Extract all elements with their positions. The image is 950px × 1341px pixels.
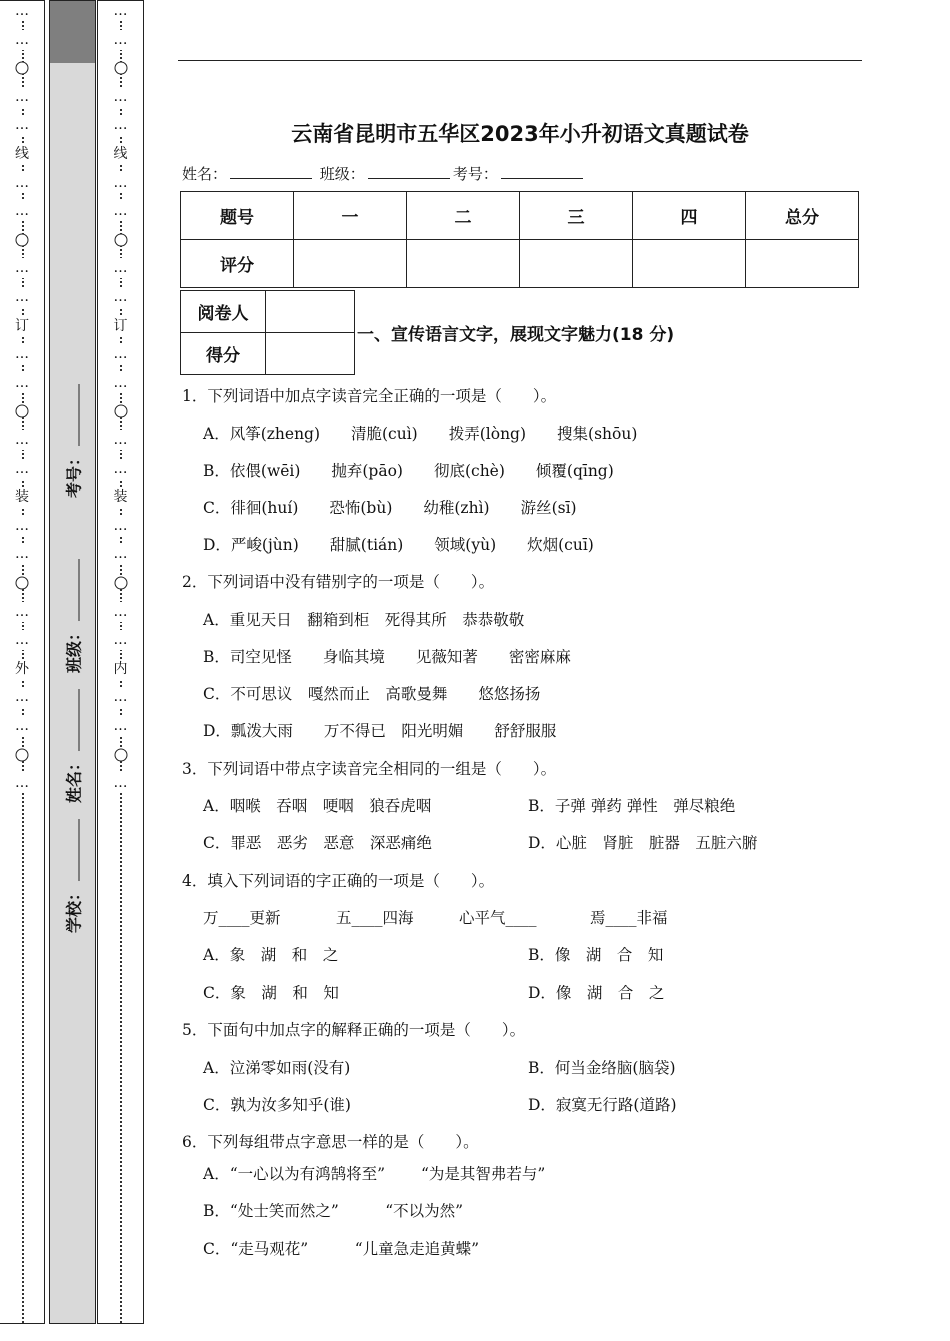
option-text: A．象 湖 和 之	[203, 946, 339, 964]
dotted-mark: …	[113, 3, 128, 19]
dotted-mark: …	[15, 203, 29, 220]
reviewer-table	[180, 290, 355, 375]
question-stem: 6．下列每组带点字意思一样的是（ ）。	[182, 1133, 479, 1151]
score-table-header-row	[181, 192, 859, 240]
dotted-mark: …	[113, 775, 128, 792]
dotted-mark: …	[113, 374, 128, 391]
option-text: C．孰为汝多知乎(谁)	[203, 1096, 351, 1114]
binding-char-mark: 外	[15, 660, 29, 677]
binding-char-mark: 订	[113, 317, 128, 334]
score-table-value-row	[181, 240, 859, 288]
binding-char-mark: 订	[15, 317, 29, 334]
dotted-mark: …	[113, 203, 128, 220]
exam-number-field[interactable]: 考号：	[61, 384, 84, 498]
binding-hole-mark	[114, 233, 127, 246]
dotted-mark: …	[15, 460, 29, 477]
binding-hole-mark	[16, 405, 29, 418]
option-text: C．象 湖 和 知	[203, 984, 339, 1002]
dotted-mark: …	[15, 174, 29, 191]
dotted-mark: …	[113, 117, 128, 134]
dotted-mark: …	[113, 632, 128, 649]
dotted-mark: …	[15, 3, 29, 19]
dotted-mark: …	[113, 718, 128, 734]
score-header-cell: 总分	[746, 192, 859, 240]
question-stem: 3．下列词语中带点字读音完全相同的一组是（ ）。	[182, 760, 557, 778]
dotted-mark: …	[15, 718, 29, 734]
outer-binding-strip	[0, 0, 45, 1324]
binding-char-mark: 线	[113, 146, 128, 162]
dotted-mark: …	[15, 546, 29, 563]
option-text: A．风筝(zheng) 清脆(cuì) 拨弄(lòng) 搜集(shōu)	[203, 425, 638, 443]
score-header-cell: 一	[294, 192, 407, 240]
name-field[interactable]: 姓名：	[61, 689, 84, 803]
option-text: A．“一心以为有鸿鹄将至” “为是其智弗若与”	[203, 1165, 546, 1183]
binding-hole-mark	[16, 62, 29, 75]
score-header-cell: 四	[633, 192, 746, 240]
inner-binding-strip	[97, 0, 144, 1324]
binding-char-mark: 内	[113, 660, 128, 677]
option-text: A．泣涕零如雨(没有)	[203, 1059, 351, 1077]
binding-hole-mark	[16, 748, 29, 761]
score-cell[interactable]	[407, 240, 520, 288]
binding-hole-mark	[114, 62, 127, 75]
reviewer-label: 阅卷人	[181, 291, 266, 333]
binding-hole-mark	[16, 577, 29, 590]
option-text: B．司空见怪 身临其境 见薇知著 密密麻麻	[203, 648, 571, 666]
option-text: C．罪恶 恶劣 恶意 深恶痛绝	[203, 834, 432, 852]
binding-hole-mark	[16, 233, 29, 246]
student-info-strip	[49, 0, 96, 1324]
dotted-mark: …	[15, 517, 29, 534]
dotted-mark: …	[113, 346, 128, 363]
dotted-mark: …	[113, 432, 128, 448]
dotted-mark: …	[15, 374, 29, 391]
strip-header-block	[50, 1, 95, 63]
dotted-mark: …	[15, 117, 29, 134]
reviewer-cell[interactable]	[266, 291, 355, 333]
name-label: 姓名：	[182, 165, 228, 183]
header-rule	[178, 60, 862, 61]
option-text: C．不可思议 嘎然而止 高歌曼舞 悠悠扬扬	[203, 685, 541, 703]
dotted-mark: …	[113, 31, 128, 48]
option-text: D．瓢泼大雨 万不得已 阳光明媚 舒舒服服	[203, 722, 557, 740]
fill-blank-item: 五____四海	[336, 909, 414, 927]
dotted-mark: …	[15, 632, 29, 649]
question-stem: 2．下列词语中没有错别字的一项是（ ）。	[182, 573, 495, 591]
dotted-mark: …	[15, 432, 29, 448]
dotted-mark: …	[15, 346, 29, 363]
dotted-mark: …	[113, 546, 128, 563]
exam-title: 云南省昆明市五华区2023年小升初语文真题试卷	[291, 122, 749, 146]
section-score-label: 得分	[181, 333, 266, 375]
dotted-mark: …	[113, 260, 128, 277]
school-field[interactable]: 学校：	[61, 819, 84, 933]
option-text: D．像 湖 合 之	[528, 984, 665, 1002]
question-stem: 4．填入下列词语的字正确的一项是（ ）。	[182, 872, 495, 890]
question-stem: 5．下面句中加点字的解释正确的一项是（ ）。	[182, 1021, 526, 1039]
option-text: C．“走马观花” “儿童急走追黄蝶”	[203, 1240, 480, 1258]
option-text: B．依偎(wēi) 抛弃(pāo) 彻底(chè) 倾覆(qīng)	[203, 462, 614, 480]
section-score-cell[interactable]	[266, 333, 355, 375]
score-cell[interactable]	[746, 240, 859, 288]
dotted-mark: …	[15, 689, 29, 706]
dotted-mark: …	[15, 289, 29, 305]
score-header-cell: 题号	[181, 192, 294, 240]
option-text: A．咽喉 吞咽 哽咽 狼吞虎咽	[203, 797, 432, 815]
fill-blank-item: 心平气____	[459, 909, 537, 927]
option-text: B．像 湖 合 知	[528, 946, 664, 964]
binding-char-mark: 装	[15, 489, 29, 506]
option-text: C．徘徊(huí) 恐怖(bù) 幼稚(zhì) 游丝(sī)	[203, 499, 577, 517]
score-header-cell: 三	[520, 192, 633, 240]
dotted-mark: …	[113, 88, 128, 105]
class-field[interactable]: 班级：	[61, 559, 84, 673]
fill-blank-item: 焉____非福	[590, 909, 668, 927]
option-text: B．子弹 弹药 弹性 弹尽粮绝	[528, 797, 736, 815]
question-stem: 1．下列词语中加点字读音完全正确的一项是（ ）。	[182, 387, 557, 405]
number-blank[interactable]	[501, 164, 583, 179]
dotted-mark: …	[15, 260, 29, 277]
fill-blank-item: 万____更新	[203, 909, 281, 927]
dotted-mark: …	[15, 88, 29, 105]
binding-char-mark: 线	[15, 146, 29, 162]
binding-hole-mark	[114, 405, 127, 418]
option-text: A．重见天日 翻箱到柜 死得其所 恭恭敬敬	[203, 611, 525, 629]
option-text: B．“处士笑而然之” “不以为然”	[203, 1202, 464, 1220]
score-header-cell: 二	[407, 192, 520, 240]
dotted-mark: …	[113, 689, 128, 706]
binding-hole-mark	[114, 577, 127, 590]
dotted-mark: …	[113, 603, 128, 620]
option-text: D．寂寞无行路(道路)	[528, 1096, 677, 1114]
name-blank[interactable]	[230, 164, 312, 179]
dotted-mark: …	[15, 31, 29, 48]
dotted-mark: …	[113, 460, 128, 477]
dotted-mark: …	[113, 174, 128, 191]
option-text: D．严峻(jùn) 甜腻(tián) 领域(yù) 炊烟(cuī)	[203, 536, 594, 554]
binding-hole-mark	[114, 748, 127, 761]
score-cell[interactable]	[294, 240, 407, 288]
section-heading: 一、宣传语言文字，展现文字魅力(18 分)	[357, 325, 675, 345]
student-info-line	[182, 163, 586, 184]
dotted-mark: …	[113, 289, 128, 305]
number-label: 考号：	[452, 165, 498, 183]
score-row-label: 评分	[181, 240, 294, 288]
option-text: B．何当金络脑(脑袋)	[528, 1059, 676, 1077]
score-cell[interactable]	[633, 240, 746, 288]
score-table	[180, 191, 859, 288]
class-label: 班级：	[319, 165, 365, 183]
score-cell[interactable]	[520, 240, 633, 288]
binding-char-mark: 装	[113, 489, 128, 506]
option-text: D．心脏 肾脏 脏器 五脏六腑	[528, 834, 758, 852]
class-blank[interactable]	[368, 164, 450, 179]
dotted-mark: …	[113, 517, 128, 534]
dotted-mark: …	[15, 603, 29, 620]
dotted-mark: …	[15, 775, 29, 792]
